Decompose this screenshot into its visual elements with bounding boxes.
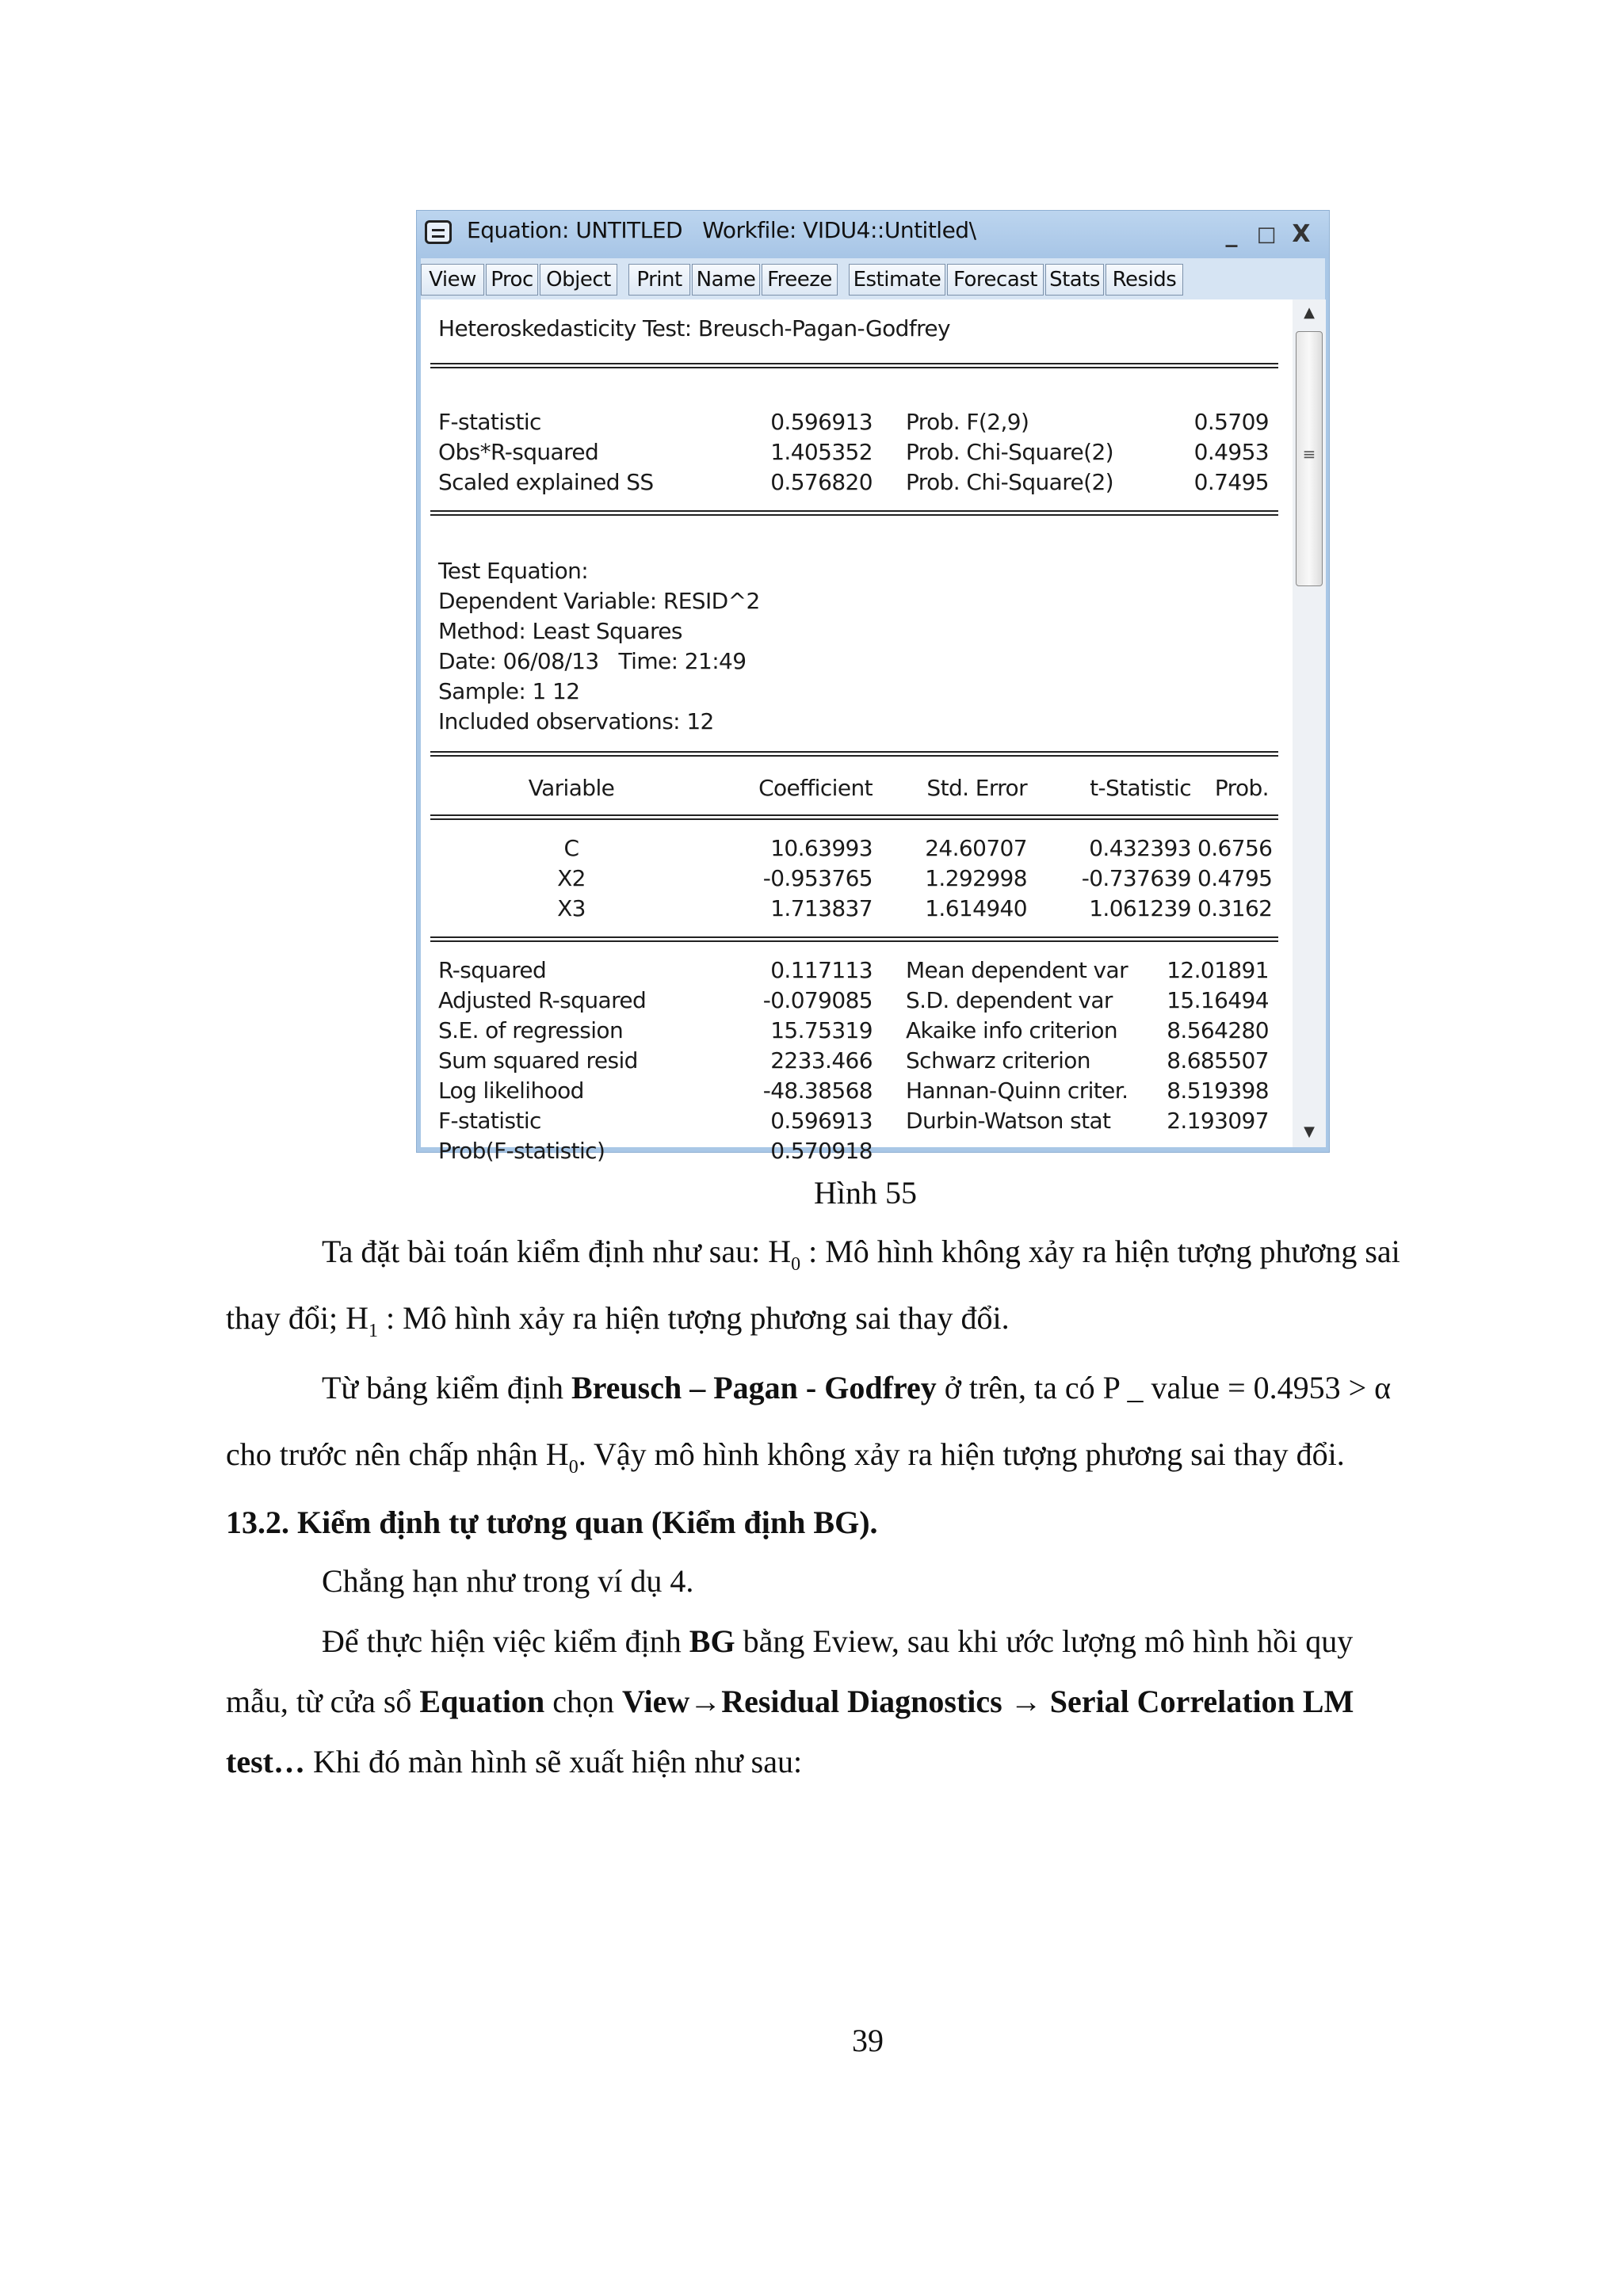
info-line: Date: 06/08/13 Time: 21:49: [438, 648, 747, 674]
paragraph-line: [226, 1743, 802, 1780]
vertical-scrollbar[interactable]: [1293, 299, 1326, 1147]
bold-run: Breusch – Pagan - Godfrey: [571, 1370, 937, 1405]
stat-value: 0.570918: [770, 1138, 873, 1164]
stat-value: 2.193097: [1167, 1108, 1269, 1134]
divider: [430, 936, 1278, 942]
window-menu-icon[interactable]: [425, 220, 452, 244]
info-line: Dependent Variable: RESID^2: [438, 588, 760, 614]
resids-button[interactable]: Resids: [1106, 264, 1183, 296]
text-run: thay đổi; H: [226, 1300, 369, 1336]
text-run: cho trước nên chấp nhận H: [226, 1436, 569, 1472]
minimize-icon[interactable]: _: [1225, 220, 1238, 248]
stat-value: 0.117113: [770, 957, 873, 983]
summary-prob-label: Prob. Chi-Square(2): [906, 469, 1114, 495]
paragraph-line: Chẳng hạn như trong ví dụ 4.: [322, 1563, 694, 1599]
freeze-button[interactable]: Freeze: [762, 264, 838, 296]
stat-label: S.D. dependent var: [906, 987, 1113, 1013]
stat-label: F-statistic: [438, 1108, 541, 1134]
info-line: Sample: 1 12: [438, 678, 580, 704]
equation-window: [416, 210, 1330, 1164]
stat-value: 8.564280: [1167, 1017, 1269, 1043]
toolbar: [421, 258, 1325, 299]
table-cell: 0.432393: [1089, 835, 1191, 861]
stat-value: -0.079085: [762, 987, 873, 1013]
text-run: Để thực hiện việc kiểm định: [322, 1623, 689, 1659]
table-cell: 1.614940: [925, 895, 1027, 921]
paragraph-line: [226, 1683, 1354, 1720]
summary-value: 0.596913: [770, 409, 873, 435]
table-cell: X2: [557, 865, 586, 891]
text-run: chọn: [544, 1684, 623, 1719]
table-cell: 0.6756: [1197, 835, 1273, 861]
stat-label: Akaike info criterion: [906, 1017, 1118, 1043]
figure-caption: Hình 55: [814, 1175, 917, 1211]
estimate-button[interactable]: Estimate: [849, 264, 945, 296]
stat-value: 0.596913: [770, 1108, 873, 1134]
column-header: Prob.: [1214, 775, 1269, 801]
stat-label: Schwarz criterion: [906, 1047, 1090, 1074]
stats-button[interactable]: Stats: [1045, 264, 1104, 296]
info-line: Included observations: 12: [438, 708, 714, 734]
stat-label: Sum squared resid: [438, 1047, 638, 1074]
summary-prob: 0.7495: [1193, 469, 1269, 495]
table-cell: C: [563, 835, 579, 861]
bold-run: Equation: [419, 1684, 545, 1719]
table-cell: 0.3162: [1197, 895, 1273, 921]
bold-run: View→Residual Diagnostics → Serial Correlation LM: [622, 1684, 1354, 1719]
stat-value: 12.01891: [1167, 957, 1269, 983]
stat-value: 8.519398: [1167, 1077, 1269, 1104]
page-number: 39: [852, 2023, 884, 2058]
grip-icon: ≡: [1302, 444, 1316, 463]
column-header: Coefficient: [758, 775, 873, 801]
subscript: 1: [368, 1321, 378, 1341]
text-run: : Mô hình xảy ra hiện tượng phương sai thay đổi.: [377, 1300, 1010, 1336]
stat-label: Durbin-Watson stat: [906, 1108, 1111, 1134]
summary-label: Scaled explained SS: [438, 469, 654, 495]
paragraph-line: [322, 1369, 1391, 1406]
subscript: 0: [791, 1254, 801, 1275]
test-title: Heteroskedasticity Test: Breusch-Pagan-Godfrey: [438, 315, 950, 341]
stat-value: -48.38568: [762, 1077, 873, 1104]
table-cell: 0.4795: [1197, 865, 1273, 891]
column-header: Variable: [528, 775, 615, 801]
summary-prob: 0.4953: [1193, 439, 1269, 465]
paragraph-line: [322, 1623, 1353, 1660]
table-cell: 1.292998: [925, 865, 1027, 891]
output-pane: [421, 299, 1293, 1164]
paragraph-line: [226, 1436, 1345, 1478]
stat-value: 8.685507: [1167, 1047, 1269, 1074]
paragraph-line: [322, 1233, 1400, 1276]
summary-label: F-statistic: [438, 409, 541, 435]
bold-run: test…: [226, 1744, 305, 1779]
proc-button[interactable]: Proc: [486, 264, 538, 296]
text-run: Khi đó màn hình sẽ xuất hiện như sau:: [304, 1744, 803, 1779]
name-button[interactable]: Name: [692, 264, 760, 296]
stat-label: Log likelihood: [438, 1077, 584, 1104]
summary-label: Obs*R-squared: [438, 439, 599, 465]
text-run: bằng Eview, sau khi ước lượng mô hình hồi quy: [735, 1623, 1354, 1659]
maximize-icon[interactable]: □: [1256, 223, 1277, 246]
summary-value: 0.576820: [770, 469, 873, 495]
table-cell: 10.63993: [770, 835, 873, 861]
table-cell: 24.60707: [925, 835, 1027, 861]
subscript: 0: [568, 1457, 579, 1478]
table-cell: -0.953765: [762, 865, 873, 891]
summary-value: 1.405352: [770, 439, 873, 465]
summary-prob-label: Prob. Chi-Square(2): [906, 439, 1114, 465]
summary-prob: 0.5709: [1193, 409, 1269, 435]
stat-label: Adjusted R-squared: [438, 987, 647, 1013]
object-button[interactable]: Object: [540, 264, 617, 296]
stat-label: Mean dependent var: [906, 957, 1128, 983]
column-header: t-Statistic: [1090, 775, 1191, 801]
table-cell: X3: [557, 895, 586, 921]
stat-label: Hannan-Quinn criter.: [906, 1077, 1128, 1104]
window-title: Equation: UNTITLED Workfile: VIDU4::Untitled\: [467, 217, 976, 243]
scroll-thumb[interactable]: [1296, 331, 1323, 586]
section-heading: 13.2. Kiểm định tự tương quan (Kiểm định BG).: [226, 1505, 878, 1540]
table-cell: -0.737639: [1081, 865, 1191, 891]
stat-label: S.E. of regression: [438, 1017, 624, 1043]
stat-label: R-squared: [438, 957, 547, 983]
stat-label: Prob(F-statistic): [438, 1138, 605, 1164]
divider: [430, 814, 1278, 820]
divider: [430, 510, 1278, 516]
print-button[interactable]: Print: [628, 264, 690, 296]
text-run: ở trên, ta có P _ value = 0.4953 > α: [936, 1370, 1392, 1405]
text-run: Từ bảng kiểm định: [322, 1370, 571, 1405]
title-bar[interactable]: [417, 211, 1329, 258]
scroll-up-icon[interactable]: ▲: [1304, 304, 1315, 321]
divider: [430, 751, 1278, 757]
paragraph-line: [226, 1299, 1010, 1342]
text-run: . Vậy mô hình không xảy ra hiện tượng phương sai thay đổi.: [578, 1436, 1345, 1472]
stat-value: 15.75319: [770, 1017, 873, 1043]
bold-run: BG: [689, 1623, 735, 1659]
column-header: Std. Error: [926, 775, 1027, 801]
text-run: mẫu, từ cửa sổ: [226, 1684, 420, 1719]
info-line: Test Equation:: [438, 558, 589, 584]
stat-value: 15.16494: [1167, 987, 1269, 1013]
table-cell: 1.061239: [1089, 895, 1191, 921]
table-cell: 1.713837: [770, 895, 873, 921]
summary-prob-label: Prob. F(2,9): [906, 409, 1029, 435]
info-line: Method: Least Squares: [438, 618, 682, 644]
view-button[interactable]: View: [421, 264, 484, 296]
divider: [430, 363, 1278, 368]
scroll-down-icon[interactable]: ▼: [1304, 1123, 1315, 1140]
forecast-button[interactable]: Forecast: [947, 264, 1044, 296]
stat-value: 2233.466: [770, 1047, 873, 1074]
text-run: : Mô hình không xảy ra hiện tượng phương sai: [800, 1234, 1400, 1269]
close-icon[interactable]: X: [1292, 220, 1311, 248]
text-run: Ta đặt bài toán kiểm định như sau: H: [322, 1234, 792, 1269]
